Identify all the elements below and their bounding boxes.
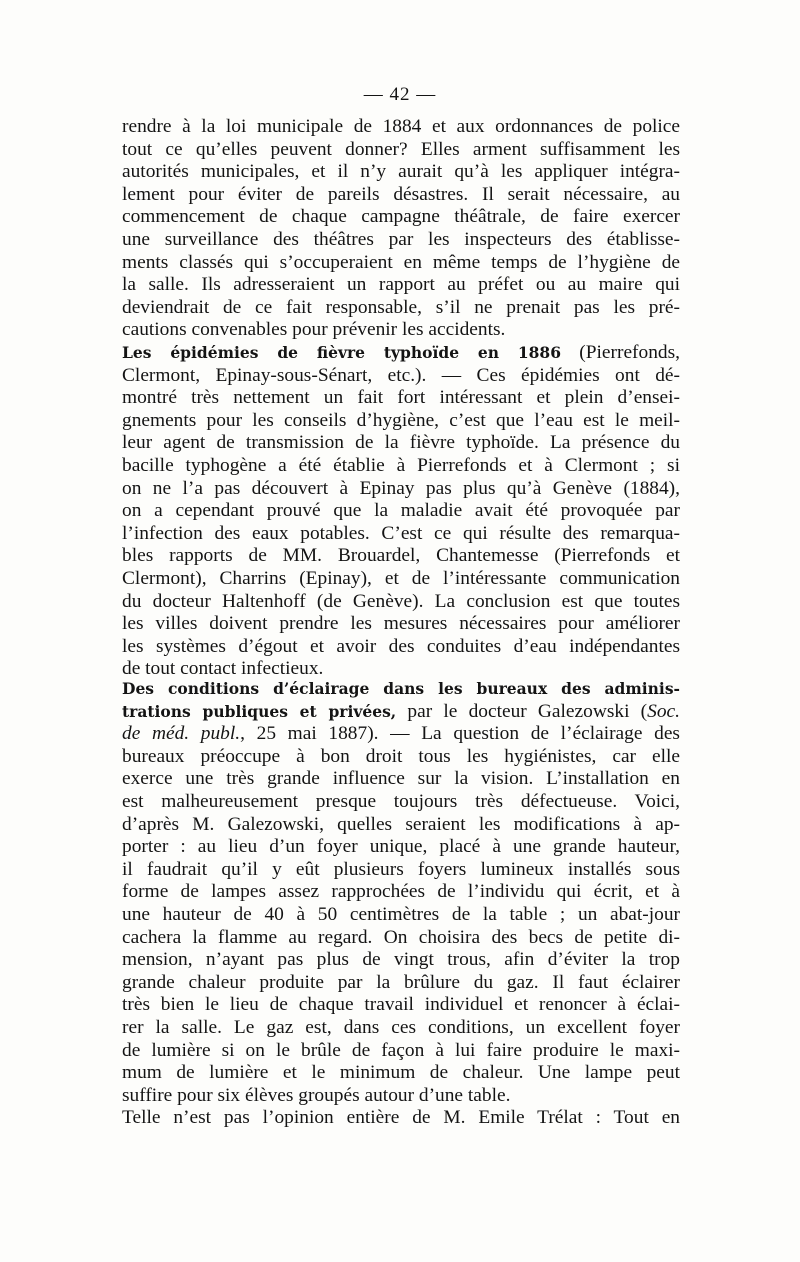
citation-fragment: de méd. publ. — [122, 723, 241, 745]
text-line: autorités municipales, et il n’y aurait qu’à les appliquer intégra- — [122, 161, 680, 183]
text-line: de lumière si on le brûle de façon à lui faire produire le maxi- — [122, 1039, 680, 1061]
text-line: commencement de chaque campagne théâtrale, de faire exercer — [122, 206, 680, 228]
text-line: d’après M. Galezowski, quelles seraient les modifications à ap- — [122, 813, 680, 835]
text-line: mum de lumière et le minimum de chaleur. Une lampe peut — [122, 1062, 680, 1084]
text-line: l’infection des eaux potables. C’est ce qui résulte des remarqua- — [122, 522, 680, 544]
text-line: montré très nettement un fait fort intéressant et plein d’ensei- — [122, 387, 680, 409]
text-line: suffire pour six élèves groupés autour d’une table. — [122, 1084, 511, 1106]
text-line: les villes doivent prendre les mesures nécessaires pour améliorer — [122, 613, 680, 635]
text-line: cachera la flamme au regard. On choisira des becs de petite di- — [122, 926, 680, 948]
text-line: on ne l’a pas découvert à Epinay pas plus qu’à Genève (1884), — [122, 477, 680, 499]
text-line: tout ce qu’elles peuvent donner? Elles arment suffisamment les — [122, 138, 680, 160]
text-line: bacille typhogène a été établie à Pierrefonds et à Clermont ; si — [122, 454, 680, 476]
text-line: une surveillance des théâtres par les inspecteurs des établisse- — [122, 228, 680, 250]
section-heading-lighting-cont: trations publiques et privées, — [122, 701, 397, 721]
text-fragment: , 25 mai 1887). — La question de l’éclairage des — [240, 723, 680, 745]
text-line — [122, 342, 680, 365]
text-line: de tout contact infectieux. — [122, 658, 324, 680]
text-line: deviendrait de ce fait responsable, s’il ne prenait pas les pré- — [122, 296, 680, 318]
text-fragment: par le docteur Galezowski ( — [396, 700, 648, 722]
text-line: Clermont), Charrins (Epinay), et de l’intéressante communication — [122, 567, 680, 589]
text-line — [122, 701, 680, 724]
text-line: grande chaleur produite par la brûlure du gaz. Il faut éclairer — [122, 971, 680, 993]
text-line: du docteur Haltenhoff (de Genève). La conclusion est que toutes — [122, 590, 680, 612]
text-line: gnements pour les conseils d’hygiène, c’est que l’eau est le meil- — [122, 409, 680, 431]
text-line: rer la salle. Le gaz est, dans ces conditions, un excellent foyer — [122, 1016, 680, 1038]
text-line: une hauteur de 40 à 50 centimètres de la table ; un abat-jour — [122, 903, 680, 925]
text-line: cautions convenables pour prévenir les accidents. — [122, 319, 506, 341]
text-line: les systèmes d’égout et avoir des conduites d’eau indépendantes — [122, 635, 680, 657]
section-heading-typhoid: Les épidémies de fièvre typhoïde en 1886 — [122, 343, 562, 362]
paragraph-theatres — [122, 116, 680, 342]
text-line: très bien le lieu de chaque travail individuel et renoncer à éclai- — [122, 994, 680, 1016]
text-line: il faudrait qu’il y eût plusieurs foyers lumineux installés sous — [122, 858, 680, 880]
text-line: lement pour éviter de pareils désastres. Il serait nécessaire, au — [122, 183, 680, 205]
section-heading-lighting: Des conditions d’éclairage dans les bureaux des adminis- — [122, 679, 680, 698]
text-line — [122, 678, 680, 701]
text-line: la salle. Ils adresseraient un rapport au préfet ou au maire qui — [122, 274, 680, 296]
text-line: mension, n’ayant pas plus de vingt trous, afin d’éviter la trop — [122, 949, 680, 971]
text-line: est malheureusement presque toujours très défectueuse. Voici, — [122, 790, 680, 812]
paragraph-lighting — [122, 678, 680, 1130]
text-line — [122, 723, 680, 746]
text-line: bles rapports de MM. Brouardel, Chantemesse (Pierrefonds et — [122, 545, 680, 567]
text-line: forme de lampes assez rapprochées de l’individu qui écrit, et à — [122, 881, 680, 903]
text-line: Telle n’est pas l’opinion entière de M. Emile Trélat : Tout en — [122, 1107, 680, 1129]
text-line: exerce une très grande influence sur la vision. L’installation en — [122, 768, 680, 790]
text-line: rendre à la loi municipale de 1884 et aux ordonnances de police — [122, 116, 680, 137]
text-line: porter : au lieu d’un foyer unique, placé à une grande hauteur, — [122, 836, 680, 858]
page-number: — 42 — — [363, 84, 437, 105]
text-line: leur agent de transmission de la fièvre typhoïde. La présence du — [122, 432, 680, 454]
text-line: bureaux préoccupe à bon droit tous les hygiénistes, car elle — [122, 745, 680, 767]
text-line: ments classés qui s’occuperaient en même temps de l’hygiène de — [122, 251, 680, 273]
citation-fragment: Soc. — [647, 700, 680, 722]
text-line: Clermont, Epinay-sous-Sénart, etc.). — Ces épidémies ont dé- — [122, 364, 680, 386]
text-line: on a cependant prouvé que la maladie avait été provoquée par — [122, 500, 680, 522]
paragraph-typhoid — [122, 342, 680, 681]
text-fragment: (Pierrefonds, — [561, 342, 680, 363]
